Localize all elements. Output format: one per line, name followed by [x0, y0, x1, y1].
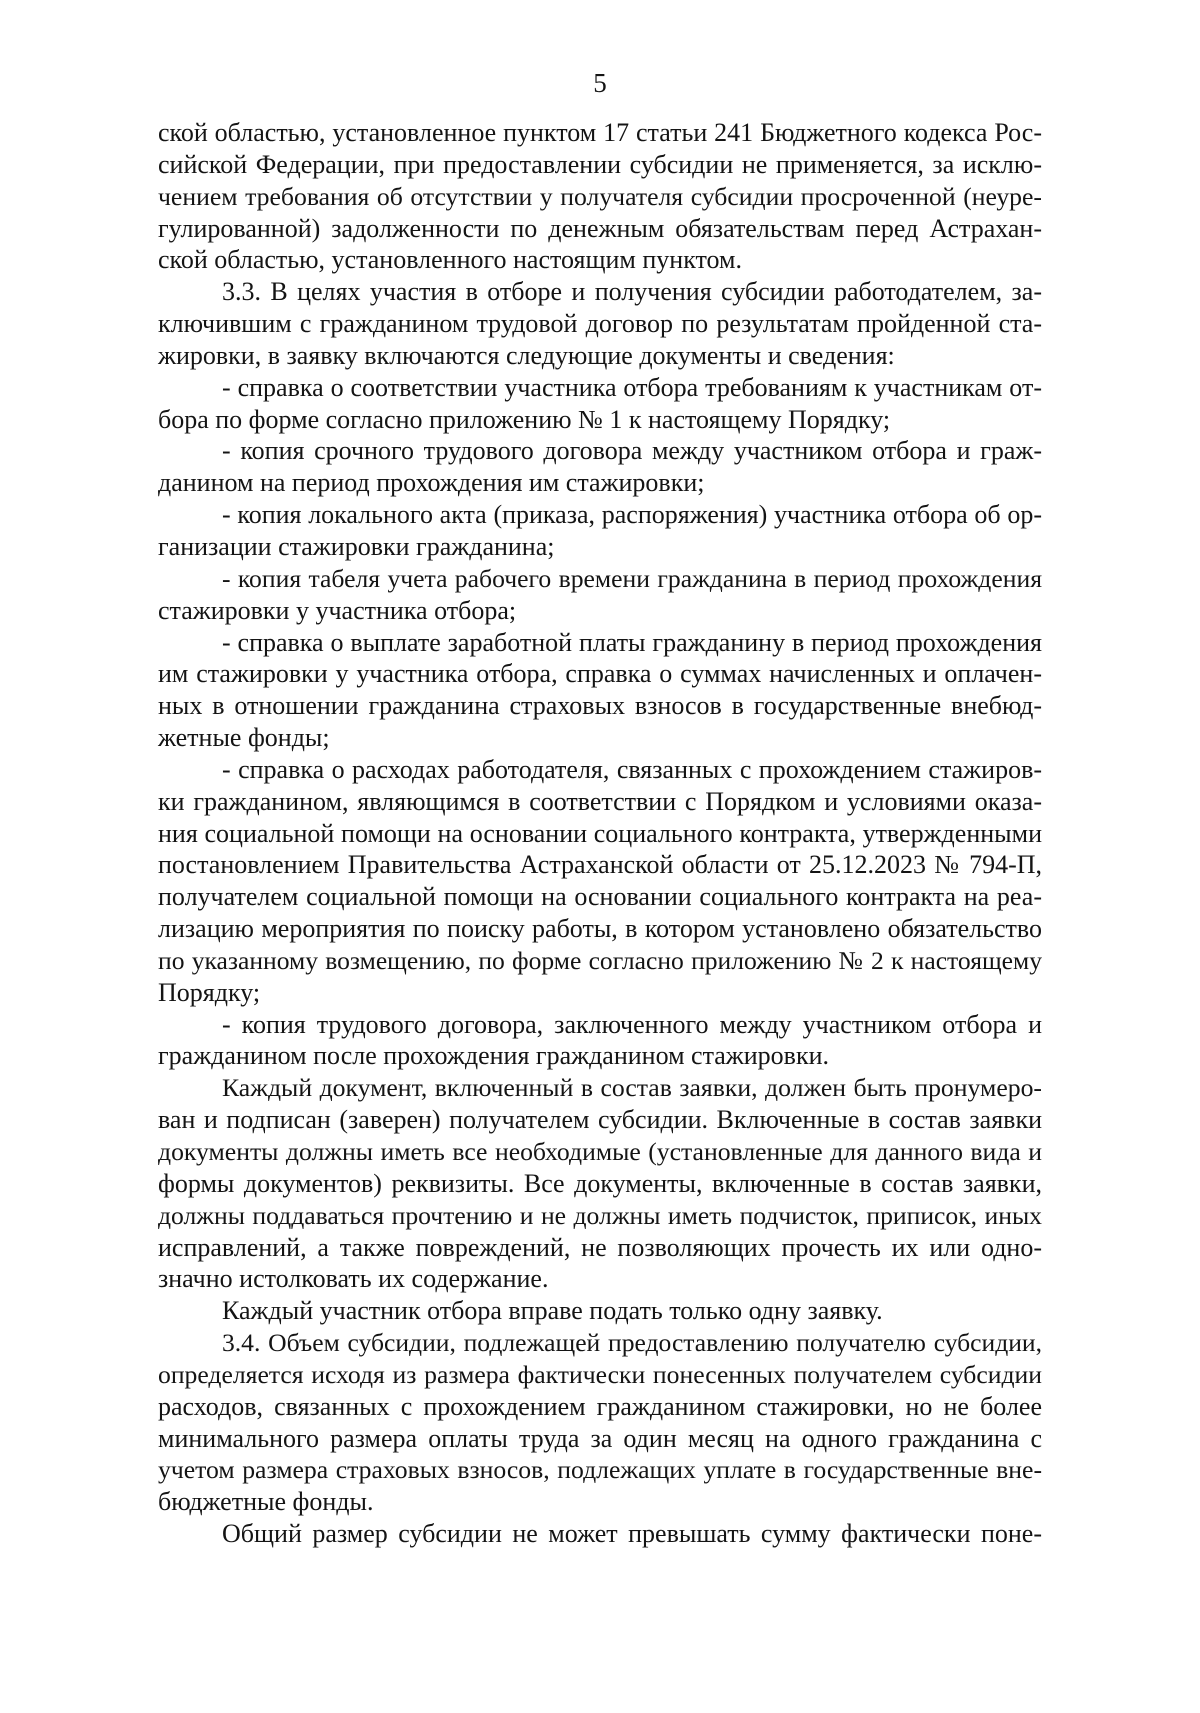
text-line: - справка о расходах работодателя, связанных с прохождением стажиров-	[222, 754, 1042, 784]
text-line: лизацию мероприятия по поиску работы, в котором установлено обязательство	[158, 914, 1042, 944]
text-line: - копия табеля учета рабочего времени гражданина в период прохождения	[222, 563, 1042, 593]
text-line: Порядку;	[158, 977, 261, 1007]
text-line: им стажировки у участника отбора, справка о суммах начисленных и оплачен-	[158, 659, 1042, 689]
document-body	[158, 117, 1042, 1550]
text-line: бора по форме согласно приложению № 1 к настоящему Порядку;	[158, 404, 891, 434]
text-line: гулированной) задолженности по денежным обязательствам перед Астрахан-	[158, 213, 1042, 243]
text-line: ван и подписан (заверен) получателем субсидии. Включенные в состав заявки	[158, 1105, 1042, 1135]
text-line: минимального размера оплаты труда за один месяц на одного гражданина с	[158, 1423, 1042, 1453]
text-line: ской областью, установленное пунктом 17 статьи 241 Бюджетного кодекса Рос-	[158, 118, 1042, 147]
text-line: ки гражданином, являющимся в соответствии с Порядком и условиями оказа-	[158, 786, 1042, 816]
text-line: значно истолковать их содержание.	[158, 1264, 549, 1294]
text-line: ганизации стажировки гражданина;	[158, 531, 555, 561]
text-line: ключившим с гражданином трудовой договор по результатам пройденной ста-	[158, 309, 1042, 339]
text-line: постановлением Правительства Астраханской области от 25.12.2023 № 794-П,	[158, 850, 1042, 880]
text-line: - копия локального акта (приказа, распоряжения) участника отбора об ор-	[222, 500, 1042, 530]
text-line: ния социальной помощи на основании социального контракта, утвержденными	[158, 818, 1042, 848]
text-line: стажировки у участника отбора;	[158, 595, 517, 625]
page-number: 5	[593, 68, 607, 98]
text-line: должны поддаваться прочтению и не должны иметь подчисток, приписок, иных	[158, 1200, 1042, 1230]
text-line: чением требования об отсутствии у получателя субсидии просроченной (неуре-	[158, 181, 1042, 211]
text-line: ных в отношении гражданина страховых взносов в государственные внебюд-	[158, 691, 1042, 721]
text-line: гражданином после прохождения гражданином стажировки.	[158, 1041, 829, 1071]
text-line: сийской Федерации, при предоставлении субсидии не применяется, за исклю-	[158, 149, 1042, 179]
text-line: - копия трудового договора, заключенного между участником отбора и	[222, 1009, 1042, 1039]
text-line: жировки, в заявку включаются следующие документы и сведения:	[158, 340, 895, 370]
text-line: ской областью, установленного настоящим пунктом.	[158, 245, 742, 275]
text-line: жетные фонды;	[158, 723, 330, 753]
text-line: исправлений, а также повреждений, не позволяющих прочесть их или одно-	[158, 1232, 1042, 1262]
text-line: документы должны иметь все необходимые (установленные для данного вида и	[158, 1137, 1042, 1166]
text-line: - справка о выплате заработной платы гражданину в период прохождения	[222, 627, 1042, 657]
text-line: Общий размер субсидии не может превышать сумму фактически поне-	[222, 1519, 1042, 1549]
text-line: по указанному возмещению, по форме согласно приложению № 2 к настоящему	[158, 945, 1042, 975]
text-line: определяется исходя из размера фактически понесенных получателем субсидии	[158, 1359, 1042, 1389]
text-line: - справка о соответствии участника отбора требованиям к участникам от-	[222, 372, 1042, 402]
text-line: бюджетные фонды.	[158, 1487, 374, 1517]
text-line: формы документов) реквизиты. Все документы, включенные в состав заявки,	[158, 1168, 1042, 1198]
text-line: 3.4. Объем субсидии, подлежащей предоставлению получателю субсидии,	[222, 1328, 1042, 1358]
text-line: получателем социальной помощи на основании социального контракта на реа-	[158, 882, 1042, 912]
text-line: Каждый участник отбора вправе подать только одну заявку.	[222, 1296, 883, 1326]
text-line: - копия срочного трудового договора между участником отбора и граж-	[222, 436, 1042, 466]
text-line: 3.3. В целях участия в отборе и получения субсидии работодателем, за-	[222, 277, 1042, 307]
text-line: учетом размера страховых взносов, подлежащих уплате в государственные вне-	[158, 1455, 1042, 1485]
text-line: Каждый документ, включенный в состав заявки, должен быть пронумеро-	[222, 1073, 1042, 1103]
text-line: данином на период прохождения им стажировки;	[158, 468, 705, 498]
text-line: расходов, связанных с прохождением гражданином стажировки, но не более	[158, 1391, 1042, 1421]
